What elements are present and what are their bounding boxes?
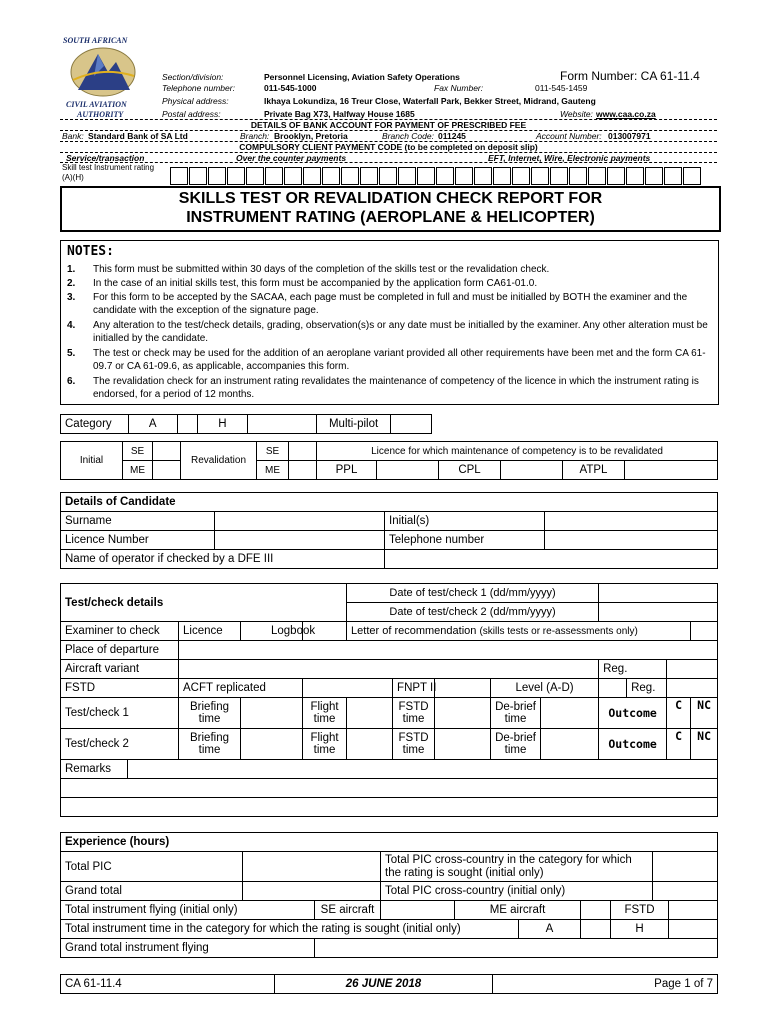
note-text: The revalidation check for an instrument rating revalidates the maintenance of competency of the licence in which the instrument rating is endorsed, for a period of 12 months. — [93, 376, 699, 400]
test1-briefing-label: Briefing time — [179, 698, 241, 729]
code-box[interactable] — [246, 167, 264, 185]
initial-se-label: SE — [123, 442, 153, 461]
note-text: In the case of an initial skills test, this form must be accompanied by the application form CA61-01.0. — [93, 278, 538, 289]
aircraft-variant-field[interactable] — [179, 660, 599, 679]
code-box[interactable] — [265, 167, 283, 185]
code-box[interactable] — [341, 167, 359, 185]
footer-form-number: CA 61-11.4 — [61, 975, 275, 994]
test2-label: Test/check 2 — [61, 729, 179, 760]
remarks-label: Remarks — [61, 760, 128, 778]
se-aircraft-label: SE aircraft — [315, 901, 381, 920]
postal-label: Postal address: — [162, 109, 221, 119]
pic-cc-category-field[interactable] — [653, 852, 718, 882]
reg-field-1[interactable] — [667, 660, 718, 679]
ppl-box[interactable] — [377, 461, 439, 480]
code-box[interactable] — [645, 167, 663, 185]
acft-replicated-field[interactable] — [303, 679, 393, 698]
code-box[interactable] — [512, 167, 530, 185]
grand-total-field[interactable] — [243, 882, 381, 901]
account-label: Account Number: — [536, 131, 602, 141]
telephone-field[interactable] — [545, 531, 718, 550]
form-number: Form Number: CA 61-11.4 — [560, 69, 700, 83]
branch-label: Branch: — [240, 131, 270, 141]
level-field[interactable] — [599, 679, 627, 698]
category-a-box[interactable] — [177, 415, 197, 434]
code-box[interactable] — [189, 167, 207, 185]
code-box[interactable] — [531, 167, 549, 185]
experience-table — [60, 832, 718, 958]
telephone-label-cand: Telephone number — [385, 531, 545, 550]
logo-emblem-icon — [68, 46, 138, 98]
service-col-header: Service/transaction — [66, 153, 145, 163]
me-aircraft-label: ME aircraft — [455, 901, 581, 920]
category-h-box[interactable] — [247, 415, 317, 434]
multi-pilot-label: Multi-pilot — [317, 415, 391, 434]
fstd-exp-field[interactable] — [669, 901, 718, 920]
date1-label: Date of test/check 1 (dd/mm/yyyy) — [347, 584, 599, 603]
client-code-title: COMPULSORY CLIENT PAYMENT CODE (to be completed on deposit slip) — [239, 142, 538, 152]
test-details-title: Test/check details — [61, 584, 347, 622]
code-box[interactable] — [550, 167, 568, 185]
test2-flight-label: Flight time — [303, 729, 347, 760]
test2-c-option[interactable]: C — [667, 729, 691, 760]
reval-se-box[interactable] — [289, 442, 317, 461]
aircraft-variant-label: Aircraft variant — [61, 660, 179, 679]
physical-label: Physical address: — [162, 96, 229, 106]
remarks-row[interactable] — [61, 760, 718, 779]
note-number: 6. — [67, 376, 76, 387]
remarks-line-3[interactable] — [61, 798, 718, 817]
examiner-check-label: Examiner to check — [61, 622, 179, 641]
place-departure-field[interactable] — [179, 641, 718, 660]
reval-me-box[interactable] — [289, 461, 317, 480]
eft-col-header: EFT, Internet, Wire, Electronic payments — [488, 153, 651, 163]
fstd-exp-label: FSTD — [611, 901, 669, 920]
footer-page: Page 1 of 7 — [493, 975, 718, 994]
logbook-check-label: Logbook — [241, 622, 303, 641]
section-label: Section/division: — [162, 72, 224, 82]
category-table — [60, 414, 432, 434]
total-pic-label: Total PIC — [61, 852, 243, 882]
me-aircraft-field[interactable] — [581, 901, 611, 920]
test2-debrief-field[interactable] — [541, 729, 599, 760]
test1-debrief-field[interactable] — [541, 698, 599, 729]
title-line-1: SKILLS TEST OR REVALIDATION CHECK REPORT FOR — [178, 190, 603, 207]
notes-box — [60, 240, 719, 405]
code-box[interactable] — [569, 167, 587, 185]
cpl-box[interactable] — [501, 461, 563, 480]
pic-cc-category-label: Total PIC cross-country in the category for which the rating is sought (initial only) — [381, 852, 653, 882]
footer-date: 26 JUNE 2018 — [275, 975, 493, 994]
branch-code-value: 011245 — [438, 131, 466, 141]
operator-label: Name of operator if checked by a DFE III — [61, 550, 385, 569]
fnpt-label: FNPT II — [393, 679, 435, 698]
code-box[interactable] — [360, 167, 378, 185]
initial-se-box[interactable] — [153, 442, 181, 461]
code-box[interactable] — [170, 167, 188, 185]
reval-se-label: SE — [257, 442, 289, 461]
initials-field[interactable] — [545, 512, 718, 531]
note-number: 3. — [67, 292, 76, 303]
initial-label: Initial — [61, 442, 123, 480]
bank-section — [60, 119, 717, 187]
test1-flight-label: Flight time — [303, 698, 347, 729]
licence-number-label: Licence Number — [61, 531, 215, 550]
instr-cat-a-label: A — [519, 920, 581, 939]
fax-label: Fax Number: — [434, 83, 484, 93]
website-link[interactable]: www.caa.co.za — [596, 109, 656, 119]
grand-total-label: Grand total — [61, 882, 243, 901]
grand-instrument-label: Grand total instrument flying — [61, 939, 315, 958]
code-box[interactable] — [208, 167, 226, 185]
section-value: Personnel Licensing, Aviation Safety Operations — [264, 72, 460, 82]
bank-title: DETAILS OF BANK ACCOUNT FOR PAYMENT OF PRESCRIBED FEE — [250, 120, 527, 130]
category-a-label: A — [128, 415, 177, 434]
code-box[interactable] — [417, 167, 435, 185]
telephone-label: Telephone number: — [162, 83, 235, 93]
experience-title: Experience (hours) — [61, 833, 718, 852]
website-label: Website: — [560, 109, 593, 119]
test-details-table — [60, 583, 718, 817]
date2-field[interactable] — [599, 603, 718, 622]
reval-me-label: ME — [257, 461, 289, 480]
code-box[interactable] — [398, 167, 416, 185]
atpl-box[interactable] — [625, 461, 718, 480]
branch-code-label: Branch Code: — [382, 131, 434, 141]
ppl-label: PPL — [317, 461, 377, 480]
licence-number-field[interactable] — [215, 531, 385, 550]
date1-field[interactable] — [599, 584, 718, 603]
se-aircraft-field[interactable] — [381, 901, 455, 920]
fax-value: 011-545-1459 — [535, 83, 588, 93]
total-pic-field[interactable] — [243, 852, 381, 882]
grand-instrument-field[interactable] — [315, 939, 718, 958]
letter-box[interactable] — [691, 622, 718, 641]
letter-label: Letter of recommendation (skills tests or re-assessments only) — [347, 622, 691, 641]
test1-debrief-label: De-brief time — [491, 698, 541, 729]
multi-pilot-box[interactable] — [390, 415, 431, 434]
title-line-2: INSTRUMENT RATING (AEROPLANE & HELICOPTER) — [186, 209, 595, 226]
fnpt-box[interactable] — [435, 679, 491, 698]
operator-field[interactable] — [385, 550, 718, 569]
atpl-label: ATPL — [563, 461, 625, 480]
code-box[interactable] — [683, 167, 701, 185]
otc-col-header: Over the counter payments — [236, 153, 347, 163]
test1-briefing-field[interactable] — [241, 698, 303, 729]
reg-field-2[interactable] — [667, 679, 718, 698]
initial-me-label: ME — [123, 461, 153, 480]
instr-cat-h-label: H — [611, 920, 669, 939]
test2-debrief-label: De-brief time — [491, 729, 541, 760]
code-box[interactable] — [455, 167, 473, 185]
bank-value: Standard Bank of SA Ltd — [88, 131, 188, 141]
test2-flight-field[interactable] — [347, 729, 393, 760]
logo-bottom-text-2: AUTHORITY — [77, 110, 124, 119]
test2-fstd-label: FSTD time — [393, 729, 435, 760]
note-text: The test or check may be used for the addition of an aeroplane variant provided all other requirements have been met and the form CA 61-09.7 or CA 61-09.6, as applicable, accompanies this form. — [93, 348, 706, 372]
bank-label: Bank: — [62, 131, 84, 141]
logo-bottom-text-1: CIVIL AVIATION — [66, 100, 127, 109]
note-number: 2. — [67, 278, 76, 289]
sacaa-logo — [60, 36, 150, 122]
test1-nc-option[interactable]: NC — [691, 698, 718, 729]
candidate-title: Details of Candidate — [61, 493, 718, 512]
level-label: Level (A-D) — [491, 679, 599, 698]
note-text: This form must be submitted within 30 days of the completion of the skills test or the revalidation check. — [93, 264, 550, 275]
remarks-field[interactable] — [128, 760, 717, 778]
code-box[interactable] — [379, 167, 397, 185]
category-label: Category — [61, 415, 129, 434]
code-box[interactable] — [664, 167, 682, 185]
test2-nc-option[interactable]: NC — [691, 729, 718, 760]
test1-fstd-label: FSTD time — [393, 698, 435, 729]
test1-label: Test/check 1 — [61, 698, 179, 729]
reg-label-2: Reg. — [627, 679, 667, 698]
test2-outcome-label: Outcome — [599, 729, 667, 760]
instr-cat-h-field[interactable] — [669, 920, 718, 939]
code-box[interactable] — [626, 167, 644, 185]
licence-competency-text: Licence for which maintenance of competency is to be revalidated — [317, 442, 718, 461]
code-box[interactable] — [284, 167, 302, 185]
initials-label: Initial(s) — [385, 512, 545, 531]
acft-replicated-label: ACFT replicated — [179, 679, 303, 698]
footer-table — [60, 974, 718, 994]
account-value: 013007971 — [608, 131, 651, 141]
code-box[interactable] — [607, 167, 625, 185]
note-number: 1. — [67, 264, 76, 275]
pic-cc-field[interactable] — [653, 882, 718, 901]
remarks-line-2[interactable] — [61, 779, 718, 798]
notes-heading: NOTES: — [67, 244, 114, 259]
branch-value: Brooklyn, Pretoria — [274, 131, 348, 141]
licence-check-label: Licence — [179, 622, 241, 641]
revalidation-label: Revalidation — [181, 442, 257, 480]
test2-fstd-field[interactable] — [435, 729, 491, 760]
note-text: For this form to be accepted by the SACAA, each page must be completed in full and must be initialled by BOTH the examiner and the candidate with the exception of the signature page. — [93, 292, 688, 316]
initial-revalidation-table — [60, 441, 718, 480]
date2-label: Date of test/check 2 (dd/mm/yyyy) — [347, 603, 599, 622]
code-box[interactable] — [303, 167, 321, 185]
place-departure-label: Place of departure — [61, 641, 179, 660]
service-row-label: Skill test Instrument rating (A)(H) — [62, 163, 155, 182]
code-box[interactable] — [493, 167, 511, 185]
postal-value: Private Bag X73, Halfway House 1685 — [264, 109, 415, 119]
surname-label: Surname — [61, 512, 215, 531]
fstd-label: FSTD — [61, 679, 179, 698]
instrument-flying-label: Total instrument flying (initial only) — [61, 901, 315, 920]
surname-field[interactable] — [215, 512, 385, 531]
instr-cat-a-field[interactable] — [581, 920, 611, 939]
code-box[interactable] — [588, 167, 606, 185]
telephone-value: 011-545-1000 — [264, 83, 317, 93]
code-box[interactable] — [322, 167, 340, 185]
title-box — [60, 186, 721, 232]
logo-top-text: SOUTH AFRICAN — [63, 36, 128, 45]
category-h-label: H — [198, 415, 247, 434]
candidate-table — [60, 492, 718, 569]
test1-outcome-label: Outcome — [599, 698, 667, 729]
physical-value: Ikhaya Lokundiza, 16 Treur Close, Waterfall Park, Bekker Street, Midrand, Gauteng — [264, 96, 596, 106]
code-box[interactable] — [474, 167, 492, 185]
test1-fstd-field[interactable] — [435, 698, 491, 729]
test1-flight-field[interactable] — [347, 698, 393, 729]
reg-label-1: Reg. — [599, 660, 667, 679]
instrument-category-label: Total instrument time in the category for which the rating is sought (initial only) — [61, 920, 519, 939]
code-box[interactable] — [227, 167, 245, 185]
initial-me-box[interactable] — [153, 461, 181, 480]
note-number: 5. — [67, 348, 76, 359]
cpl-label: CPL — [439, 461, 501, 480]
note-number: 4. — [67, 320, 76, 331]
test2-briefing-label: Briefing time — [179, 729, 241, 760]
code-box[interactable] — [436, 167, 454, 185]
test1-c-option[interactable]: C — [667, 698, 691, 729]
pic-cc-label: Total PIC cross-country (initial only) — [381, 882, 653, 901]
test2-briefing-field[interactable] — [241, 729, 303, 760]
note-text: Any alteration to the test/check details, grading, observation(s)s or any date must be initialled by the examiner. Any other alteration must be initialled by the candidate. — [93, 320, 708, 344]
